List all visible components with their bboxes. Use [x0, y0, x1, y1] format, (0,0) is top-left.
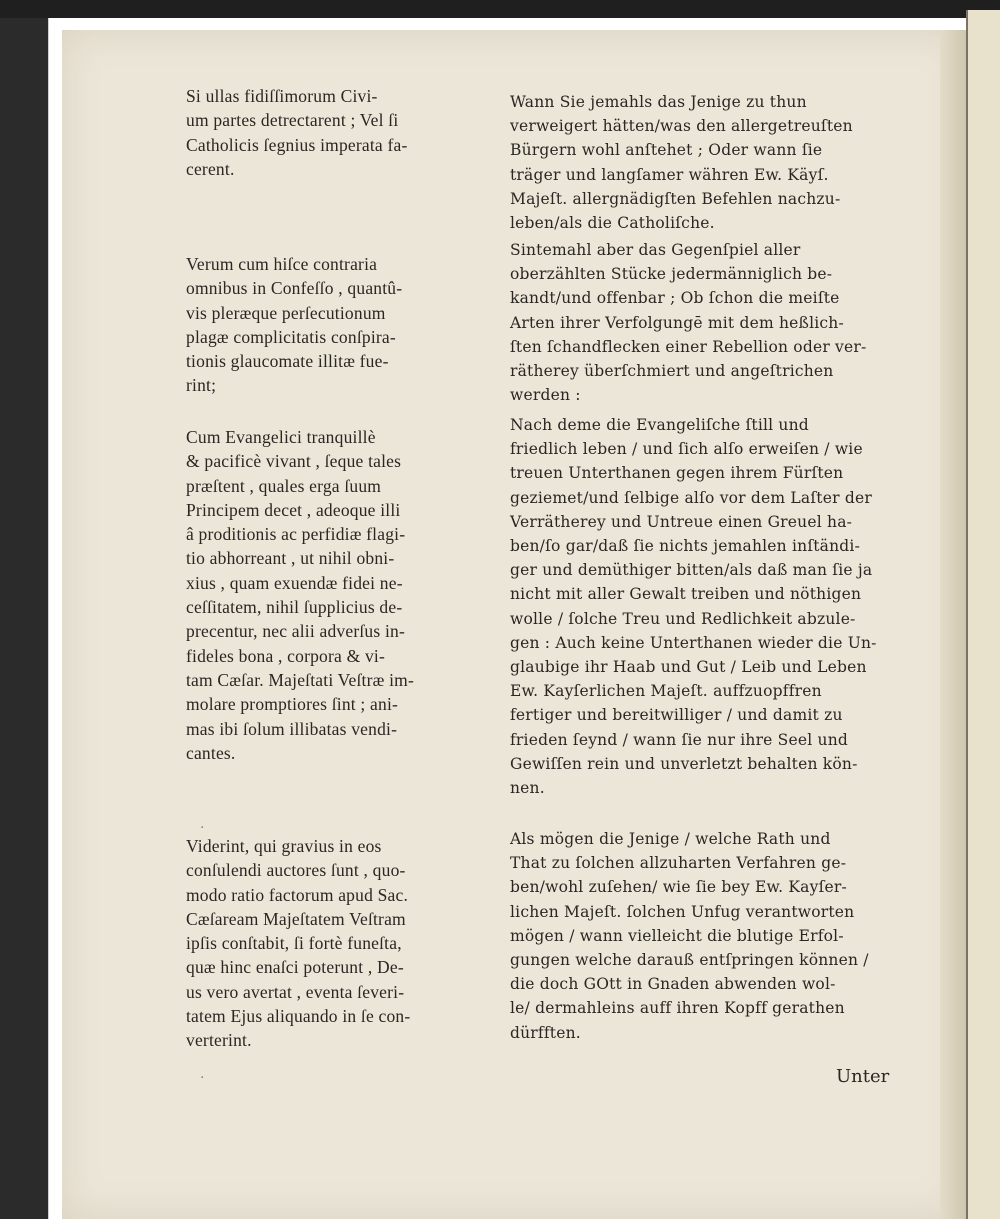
german-paragraph-1: Wann Sie jemahls das Jenige zu thun verweigert hätten/was den allergetreuſten Bürgern wohl anſtehet ; Oder wann ſie träger und langſamer währen Ew. Käyſ. Majeſt. allergnädigſten Befehlen nachzu- leben/als die Catholiſche.: [510, 93, 853, 233]
print-smudge: ·: [200, 1070, 205, 1086]
latin-paragraph-1: Si ullas fidiſſimorum Civi- um partes detrectarent ; Vel ſi Catholicis ſegnius imperata fa- cerent.: [186, 86, 408, 179]
latin-paragraph-4: Viderint, qui gravius in eos conſulendi auctores ſunt , quo- modo ratio factorum apud Sac. Cæſaream Majeſtatem Veſtram ipſis conſtabit, ſi fortè funeſta, quæ hinc enaſci poterunt , De- us vero avertat , eventa ſeveri- tatem Ejus aliquando in ſe con- verterint.: [186, 836, 411, 1051]
latin-paragraph-3: Cum Evangelici tranquillè & pacificè vivant , ſeque tales præſtent , quales erga ſuum Principem decet , adeoque illi â proditionis ac perfidiæ flagi- tio abhorreant , ut nihil obni- xius , quam exuendæ fidei ne- ceſſitatem, nihil ſupplicius de- precentur, nec alii adverſus in- fideles bona , corpora & vi- tam Cæſar. Majeſtati Veſtræ im- molare promptiores ſint ; ani- mas ibi ſolum illibatas vendi- cantes.: [186, 427, 415, 763]
german-paragraph-2: Sintemahl aber das Gegenſpiel aller oberzählten Stücke jedermänniglich be- kandt/und offenbar ; Ob ſchon die meiſte Arten ihrer Verfolgungē mit dem heßlich- ſten ſchandflecken einer Rebellion oder ver- rätherey überſchmiert und angeſtrichen werden :: [510, 241, 867, 405]
page-gutter: [940, 30, 966, 1219]
catchword: Unter: [836, 1066, 890, 1087]
latin-paragraph-2: Verum cum hiſce contraria omnibus in Confeſſo , quantû- vis pleræque perſecutionum plagæ complicitatis conſpira- tionis glaucomate illitæ fue- rint;: [186, 254, 403, 396]
scanner-background: [0, 0, 1000, 18]
print-smudge: ·: [200, 820, 205, 836]
german-paragraph-4: Als mögen die Jenige / welche Rath und That zu ſolchen allzuharten Verfahren ge- ben/wohl zuſehen/ wie ſie bey Ew. Kayſer- lichen Majeſt. ſolchen Unfug verantworten mögen / wann vielleicht die blutige Erfol- gungen welche darauß entſpringen können / die doch GOtt in Gnaden abwenden wol- le/ dermahleins auff ihren Kopff gerathen dürfften.: [510, 830, 869, 1042]
german-paragraph-3: Nach deme die Evangeliſche ſtill und friedlich leben / und ſich alſo erweiſen / wie treuen Unterthanen gegen ihrem Fürſten geziemet/und ſelbige alſo vor dem Laſter der Verrätherey und Untreue einen Greuel ha- ben/ſo gar/daß ſie nichts jemahlen inſtändi- ger und demüthiger bitten/als daß man ſie ja nicht mit aller Gewalt treiben und nöthigen wolle / ſolche Treu und Redlichkeit abzule- gen : Auch keine Unterthanen wieder die Un- glaubige ihr Haab und Gut / Leib und Leben Ew. Kayſerlichen Majeſt. auffzuopffren fertiger und bereitwilliger / und damit zu frieden ſeynd / wann ſie nur ihre Seel und Gewiſſen rein und unverletzt behalten kön- nen.: [510, 416, 877, 798]
facing-page-edge: [966, 10, 1000, 1219]
